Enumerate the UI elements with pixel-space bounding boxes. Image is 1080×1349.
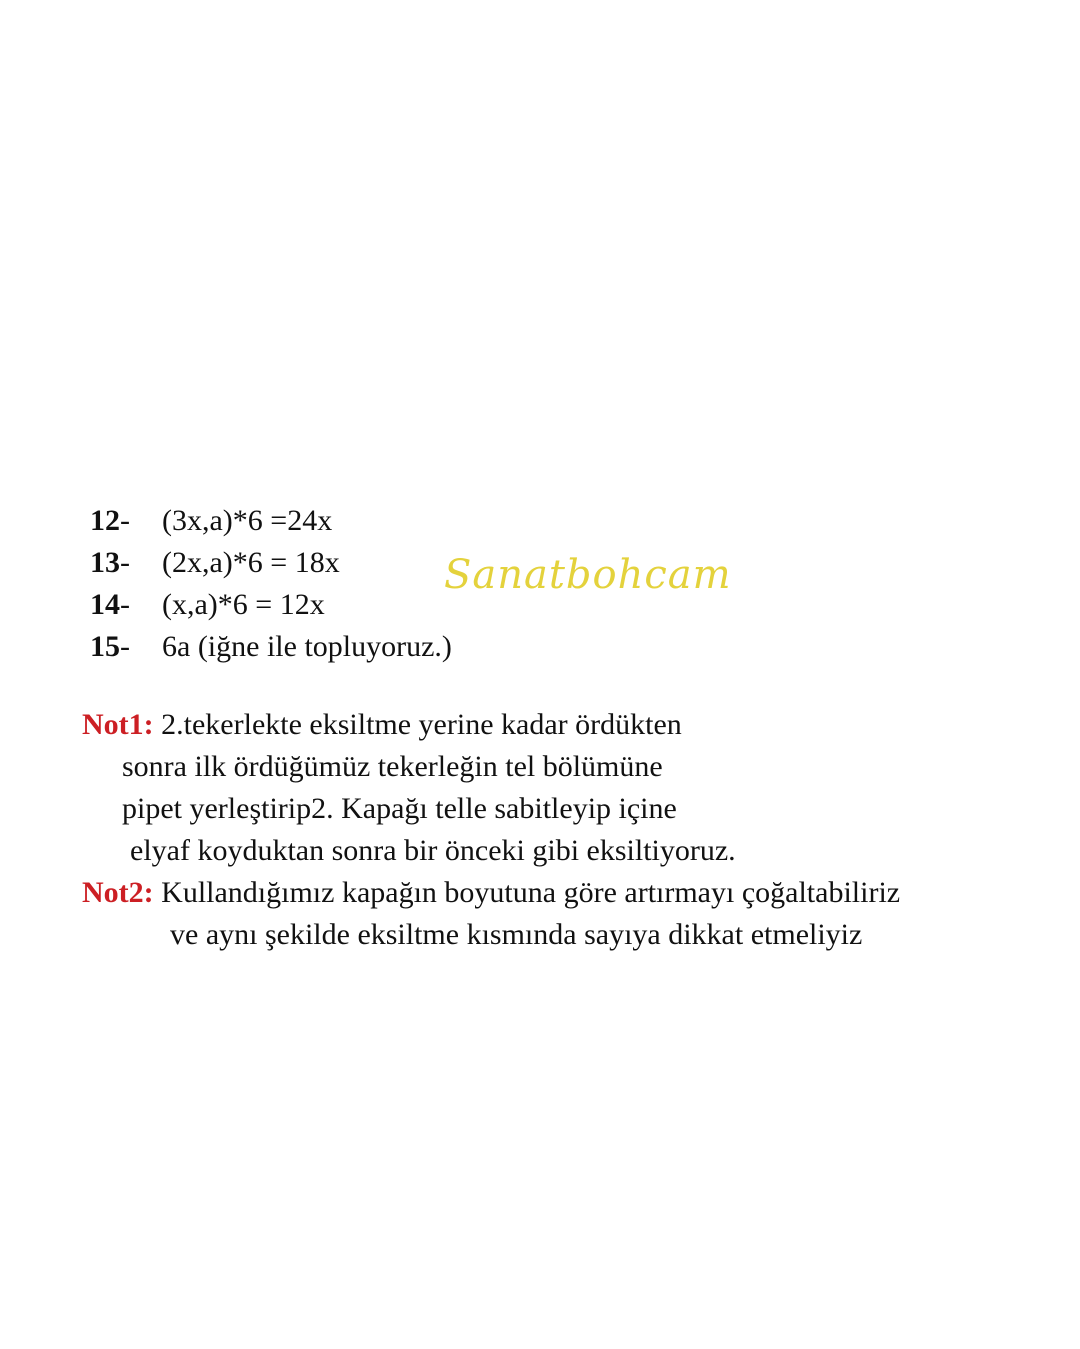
watermark-signature: Sanatbohcam	[444, 552, 732, 598]
pattern-row-14	[90, 584, 452, 626]
pattern-row-15	[90, 626, 452, 668]
note1-text: 2.tekerlekte eksiltme yerine kadar ördükten	[161, 708, 682, 741]
note1-label: Not1:	[82, 708, 154, 741]
row-formula: (2x,a)*6 = 18x	[162, 546, 340, 579]
note2-label: Not2:	[82, 876, 154, 909]
pattern-row-12	[90, 500, 452, 542]
note2-line-1	[82, 872, 900, 914]
note1-line-2: sonra ilk ördüğümüz tekerleğin tel bölümüne	[122, 750, 663, 783]
pattern-rows	[90, 500, 452, 668]
note1-line-4: elyaf koyduktan sonra bir önceki gibi eksiltiyoruz.	[130, 834, 736, 867]
notes-block	[82, 704, 900, 956]
row-formula: (3x,a)*6 =24x	[162, 504, 333, 537]
note2-line-2: ve aynı şekilde eksiltme kısmında sayıya dikkat etmeliyiz	[170, 918, 863, 951]
note2-text: Kullandığımız kapağın boyutuna göre artırmayı çoğaltabiliriz	[161, 876, 901, 909]
row-number: 12-	[90, 504, 130, 537]
row-formula: 6a (iğne ile topluyoruz.)	[162, 630, 452, 663]
note1-line-3: pipet yerleştirip2. Kapağı telle sabitleyip içine	[122, 792, 677, 825]
row-number: 14-	[90, 588, 130, 621]
row-number: 15-	[90, 630, 130, 663]
row-formula: (x,a)*6 = 12x	[162, 588, 325, 621]
row-number: 13-	[90, 546, 130, 579]
note1-line-1	[82, 704, 900, 746]
pattern-row-13	[90, 542, 452, 584]
